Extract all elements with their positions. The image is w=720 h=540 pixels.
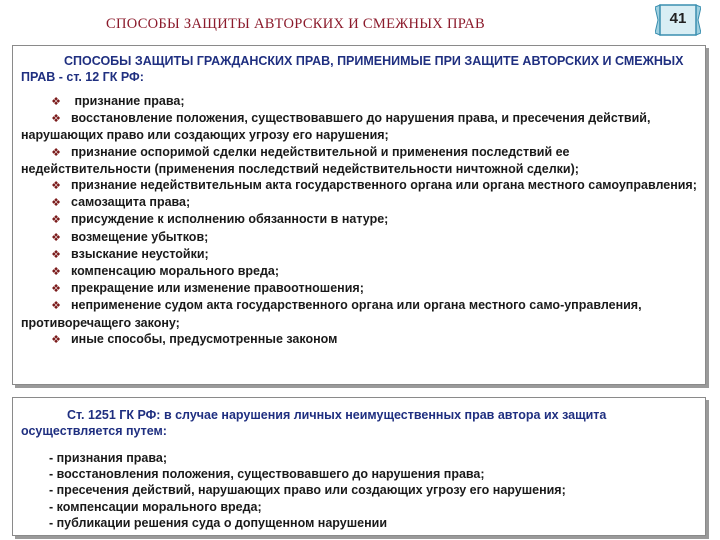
box2-list bbox=[21, 450, 701, 531]
diamond-bullet-icon: ❖ bbox=[51, 333, 61, 346]
list-item-text: компенсацию морального вреда; bbox=[71, 264, 280, 279]
diamond-bullet-icon: ❖ bbox=[51, 214, 61, 227]
personal-rights-protection-box bbox=[12, 397, 706, 536]
list-item: - пресечения действий, нарушающих право или создающих угрозу его нарушения; bbox=[49, 483, 566, 498]
list-item-text: возмещение убытков; bbox=[71, 229, 209, 244]
list-item bbox=[21, 177, 701, 194]
page-number-badge bbox=[655, 4, 701, 36]
diamond-bullet-icon: ❖ bbox=[51, 96, 61, 108]
diamond-bullet-icon: ❖ bbox=[51, 180, 61, 193]
list-item bbox=[21, 110, 701, 143]
list-item-text: признание оспоримой сделки недействительной и применения последствий ее недействительности (применения последствий недействительности ничтожной сделки); bbox=[21, 144, 579, 176]
list-item bbox=[21, 246, 701, 263]
diamond-bullet-icon: ❖ bbox=[51, 197, 61, 210]
civil-rights-protection-box bbox=[12, 45, 706, 385]
list-item: - восстановления положения, существовавшего до нарушения права; bbox=[49, 467, 485, 482]
box1-heading: СПОСОБЫ ЗАЩИТЫ ГРАЖДАНСКИХ ПРАВ, ПРИМЕНИМЫЕ ПРИ ЗАЩИТЕ АВТОРСКИХ И СМЕЖНЫХ ПРАВ - ст. 12 ГК РФ: bbox=[21, 54, 684, 84]
list-item bbox=[21, 194, 701, 211]
diamond-bullet-icon: ❖ bbox=[51, 146, 61, 159]
list-item-text: признание права; bbox=[71, 94, 185, 108]
list-item-text: прекращение или изменение правоотношения; bbox=[71, 281, 364, 296]
diamond-bullet-icon: ❖ bbox=[51, 248, 61, 261]
list-item bbox=[21, 263, 701, 280]
list-item bbox=[21, 211, 701, 228]
diamond-bullet-icon: ❖ bbox=[51, 300, 61, 313]
list-item: - признания права; bbox=[49, 451, 167, 465]
list-item bbox=[21, 331, 701, 348]
list-item bbox=[21, 297, 701, 330]
list-item-text: иные способы, предусмотренные законом bbox=[71, 331, 338, 346]
slide-title: СПОСОБЫ ЗАЩИТЫ АВТОРСКИХ И СМЕЖНЫХ ПРАВ bbox=[106, 16, 485, 32]
diamond-bullet-icon: ❖ bbox=[51, 266, 61, 279]
list-item: - публикации решения суда о допущенном нарушении bbox=[49, 515, 388, 530]
page-number: 41 bbox=[669, 10, 687, 27]
diamond-bullet-icon: ❖ bbox=[51, 231, 61, 244]
list-item bbox=[21, 93, 701, 110]
list-item bbox=[21, 144, 701, 177]
box1-list bbox=[21, 93, 701, 348]
diamond-bullet-icon: ❖ bbox=[51, 113, 61, 126]
list-item-text: самозащита права; bbox=[71, 195, 191, 210]
list-item bbox=[21, 280, 701, 297]
list-item-text: признание недействительным акта государственного органа или органа местного самоуправления; bbox=[71, 178, 697, 193]
list-item bbox=[21, 229, 701, 246]
list-item-text: взыскание неустойки; bbox=[71, 246, 209, 261]
box2-heading: Ст. 1251 ГК РФ: в случае нарушения личных неимущественных прав автора их защита осуществляется путем: bbox=[21, 408, 607, 438]
list-item-text: восстановление положения, существовавшего до нарушения права, и пресечения действий, нарушающих право или создающих угрозу его нарушения; bbox=[21, 111, 651, 143]
diamond-bullet-icon: ❖ bbox=[51, 283, 61, 296]
list-item-text: присуждение к исполнению обязанности в натуре; bbox=[71, 212, 389, 227]
list-item: - компенсации морального вреда; bbox=[49, 499, 262, 514]
list-item-text: неприменение судом акта государственного органа или органа местного само-управления, противоречащего закону; bbox=[21, 298, 642, 330]
